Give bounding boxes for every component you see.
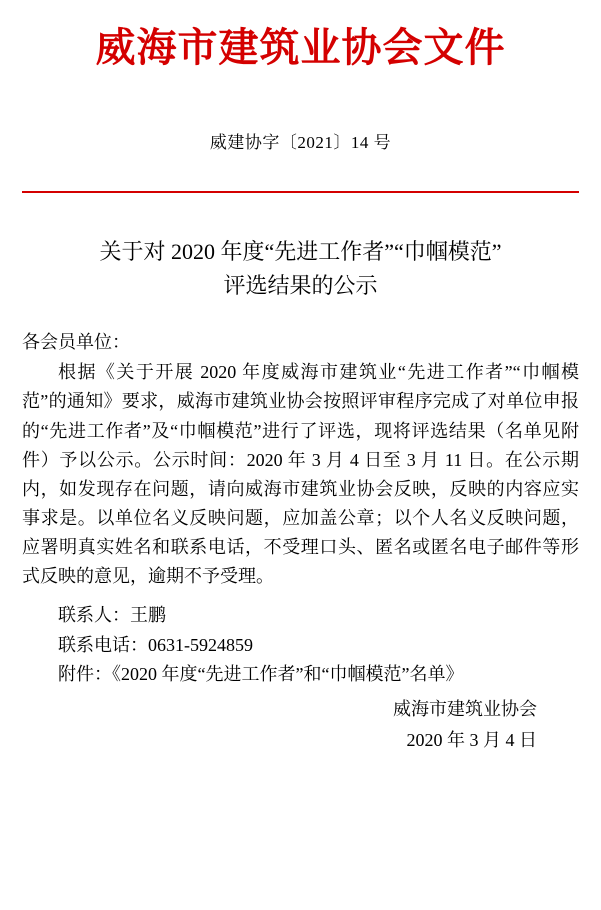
salutation: 各会员单位： xyxy=(22,332,130,353)
issue-date: 2020 年 3 月 4 日 xyxy=(406,730,537,751)
attachment-line: 附件：《2020 年度“先进工作者”和“巾帼模范”名单》 xyxy=(58,663,464,684)
document-subject xyxy=(22,235,579,303)
document-page xyxy=(0,24,601,910)
red-divider-rule xyxy=(22,191,579,193)
subject-line-1: 关于对 2020 年度“先进工作者”“巾帼模范” xyxy=(99,239,502,264)
document-title: 威海市建筑业协会文件 xyxy=(95,24,506,71)
body-text xyxy=(22,358,579,591)
contact-phone: 联系电话：0631-5924859 xyxy=(58,634,253,655)
document-number: 威建协字〔2021〕14 号 xyxy=(209,133,392,152)
contact-block xyxy=(22,601,579,688)
contact-person: 联系人：王鹏 xyxy=(58,605,166,626)
subject-line-2: 评选结果的公示 xyxy=(223,273,378,299)
issuer-name: 威海市建筑业协会 xyxy=(393,698,537,719)
signature-block xyxy=(22,695,579,755)
body-paragraph: 根据《关于开展 2020 年度威海市建筑业“先进工作者”“巾帼模范”的通知》要求，威海市建筑业协会按照评审程序完成了对单位申报的“先进工作者”及“巾帼模范”进行了评选，现将评选结果（名单见附件）予以公示。公示时间：2020 年 3 月 4 日至 3 月 11 日。在公示期内，如发现存在问题，请向威海市建筑业协会反映，反映的内容应实事求是。以单位名义反映问题，应加盖公章；以个人名义反映问题，应署明真实姓名和联系电话，不受理口头、匿名或匿名电子邮件等形式反映的意见，逾期不予受理。 xyxy=(22,362,579,587)
